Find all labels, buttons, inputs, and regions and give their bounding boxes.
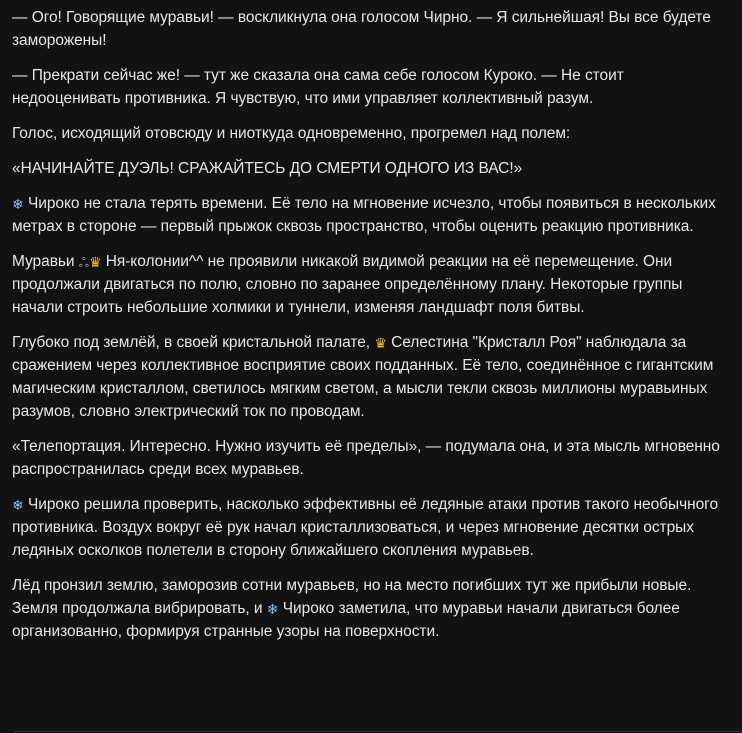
snowflake-icon: ❄ [266, 602, 279, 618]
crown-icon: ♛ [88, 255, 102, 271]
snowflake-icon: ❄ [12, 498, 24, 514]
paragraph-9: ❄ Чироко решила проверить, насколько эффективны её ледяные атаки против такого необычного противника. Воздух вокруг её рук начал кристаллизоваться, и через мгновение десятки острых ледяных осколков полетели в сторону ближайшего скопления муравьев. [12, 496, 719, 559]
paragraph-6: Муравьи ஃ♛ Ня-колонии^^ не проявили никакой видимой реакции на её перемещение. Они продолжали двигаться по полю, словно по заранее определённому плану. Некоторые группы начали строить небольшие холмики и туннели, изменяя ландшафт поля битвы. [12, 253, 683, 316]
paragraph-4: «НАЧИНАЙТЕ ДУЭЛЬ! СРАЖАЙТЕСЬ ДО СМЕРТИ ОДНОГО ИЗ ВАС!» [12, 160, 523, 177]
paragraph-1: — Ого! Говорящие муравьи! — воскликнула она голосом Чирно. — Я сильнейшая! Вы все будете заморожены! [12, 9, 711, 49]
paragraph-3: Голос, исходящий отовсюду и ниоткуда одновременно, прогремел над полем: [12, 125, 571, 142]
paragraph-10: Лёд пронзил землю, заморозив сотни муравьев, но на место погибших тут же прибыли новые. Земля продолжала вибрировать, и ❄ Чироко заметила, что муравьи начали двигаться более организованно, формируя странные узоры на поверхности. [12, 577, 692, 640]
paragraph-8: «Телепортация. Интересно. Нужно изучить её пределы», — подумала она, и эта мысль мгновенно распространилась среди всех муравьев. [12, 438, 720, 478]
crown-icon: ♛ [374, 336, 387, 352]
bottom-divider [14, 731, 742, 732]
snowflake-icon: ❄ [12, 197, 24, 213]
paragraph-5: ❄ Чироко не стала терять времени. Её тело на мгновение исчезло, чтобы появиться в нескольких метрах в стороне — первый прыжок сквозь пространство, чтобы оценить реакцию противника. [12, 195, 716, 235]
ant-icon: ஃ [78, 256, 89, 271]
paragraph-7: Глубоко под землёй, в своей кристальной палате, ♛ Селестина "Кристалл Роя" наблюдала за сражением через коллективное восприятие своих подданных. Её тело, соединённое с гигантским магическим кристаллом, светилось мягким светом, а мысли текли сквозь миллионы муравьиных разумов, словно электрический ток по проводам. [12, 334, 714, 420]
paragraph-2: — Прекрати сейчас же! — тут же сказала она сама себе голосом Куроко. — Не стоит недооценивать противника. Я чувствую, что ими управляет коллективный разум. [12, 67, 624, 107]
